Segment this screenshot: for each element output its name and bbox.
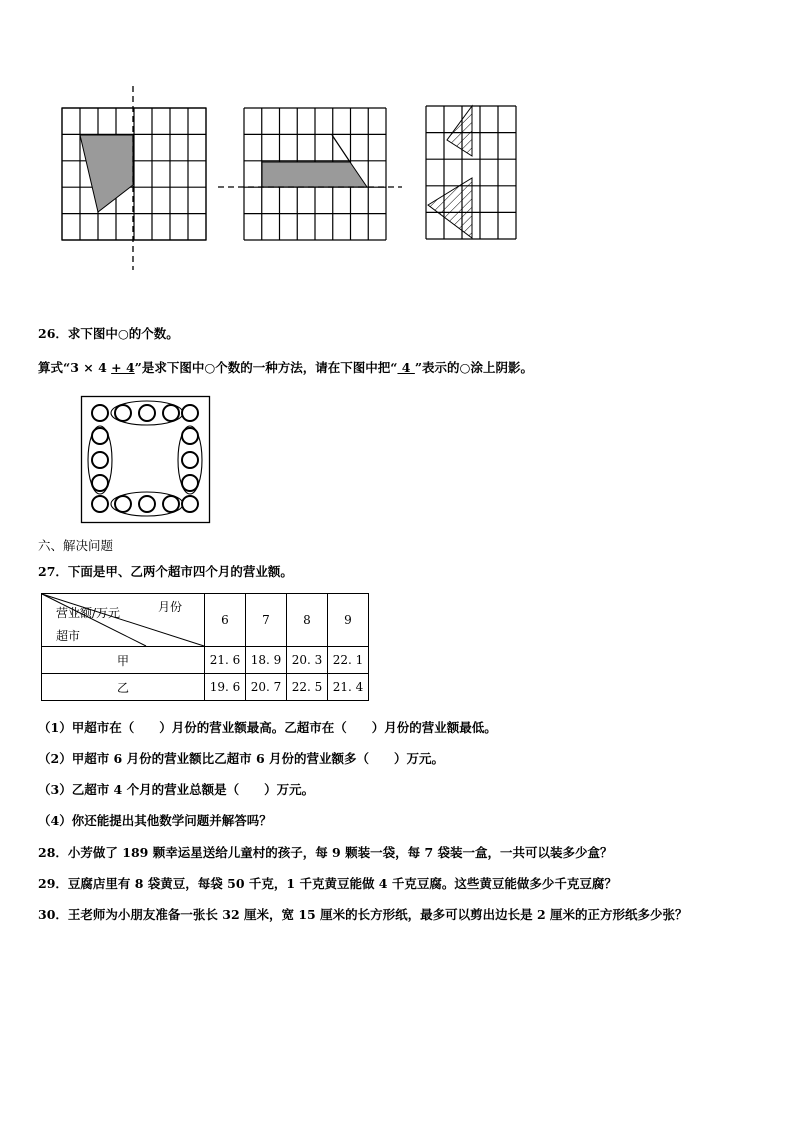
- circle-item[interactable]: [182, 475, 198, 491]
- circle-item[interactable]: [115, 405, 131, 421]
- table-cell: 21. 6: [205, 647, 246, 674]
- circle-item[interactable]: [163, 496, 179, 512]
- question-27-sub4: （4）你还能提出其他数学问题并解答吗？: [38, 813, 272, 828]
- month-header: 9: [328, 594, 369, 647]
- header-month: 月份: [157, 600, 182, 614]
- question-27-title: 27．下面是甲、乙两个超市四个月的营业额。: [38, 564, 293, 579]
- hatched-triangle-bottom: [428, 178, 472, 238]
- circle-item[interactable]: [182, 452, 198, 468]
- table-cell: 22. 1: [328, 647, 369, 674]
- question-26-formula: 算式“3 × 4 + 4”是求下图中○个数的一种方法，请在下图中把“ 4 ”表示的○涂上阴影。: [38, 360, 533, 375]
- header-sales: 营业额/万元: [56, 606, 121, 620]
- month-header: 7: [246, 594, 287, 647]
- table-cell: 18. 9: [246, 647, 287, 674]
- circle-item[interactable]: [92, 496, 108, 512]
- question-27-sub1: （1）甲超市在（ ）月份的营业额最高。乙超市在（ ）月份的营业额最低。: [38, 720, 497, 735]
- circles-figure[interactable]: [81, 396, 211, 524]
- table-cell: 19. 6: [205, 674, 246, 701]
- row-name: 甲: [42, 647, 205, 674]
- month-header: 8: [287, 594, 328, 647]
- circle-item[interactable]: [92, 452, 108, 468]
- section-6-heading: 六、解决问题: [38, 538, 114, 553]
- sales-table: [41, 593, 369, 701]
- circle-item[interactable]: [92, 428, 108, 444]
- symmetry-figure-3: [0, 0, 794, 300]
- table-row: [42, 647, 369, 674]
- circle-item[interactable]: [182, 428, 198, 444]
- circle-item[interactable]: [182, 496, 198, 512]
- circle-item[interactable]: [92, 405, 108, 421]
- circle-item[interactable]: [92, 475, 108, 491]
- header-supermarket: 超市: [56, 629, 81, 643]
- table-row: [42, 674, 369, 701]
- question-27-sub3: （3）乙超市 4 个月的营业总额是（ ）万元。: [38, 782, 315, 797]
- month-header: 6: [205, 594, 246, 647]
- question-26-title: 26．求下图中○的个数。: [38, 326, 179, 341]
- circle-item[interactable]: [115, 496, 131, 512]
- circle-item[interactable]: [163, 405, 179, 421]
- table-diagonal-header: [42, 594, 205, 647]
- question-29: 29．豆腐店里有 8 袋黄豆，每袋 50 千克，1 千克黄豆能做 4 千克豆腐。这些黄豆能做多少千克豆腐？: [38, 876, 617, 891]
- hatched-triangle-top: [447, 106, 472, 156]
- circle-item[interactable]: [182, 405, 198, 421]
- table-cell: 20. 3: [287, 647, 328, 674]
- question-27-sub2: （2）甲超市 6 月份的营业额比乙超市 6 月份的营业额多（ ）万元。: [38, 751, 445, 766]
- circle-item[interactable]: [139, 496, 155, 512]
- circle-item[interactable]: [139, 405, 155, 421]
- table-cell: 21. 4: [328, 674, 369, 701]
- question-30: 30．王老师为小朋友准备一张长 32 厘米，宽 15 厘米的长方形纸，最多可以剪出边长是 2 厘米的正方形纸多少张？: [38, 907, 688, 922]
- table-cell: 20. 7: [246, 674, 287, 701]
- question-28: 28．小芳做了 189 颗幸运星送给儿童村的孩子，每 9 颗装一袋，每 7 袋装一盒，一共可以装多少盒？: [38, 845, 613, 860]
- row-name: 乙: [42, 674, 205, 701]
- table-cell: 22. 5: [287, 674, 328, 701]
